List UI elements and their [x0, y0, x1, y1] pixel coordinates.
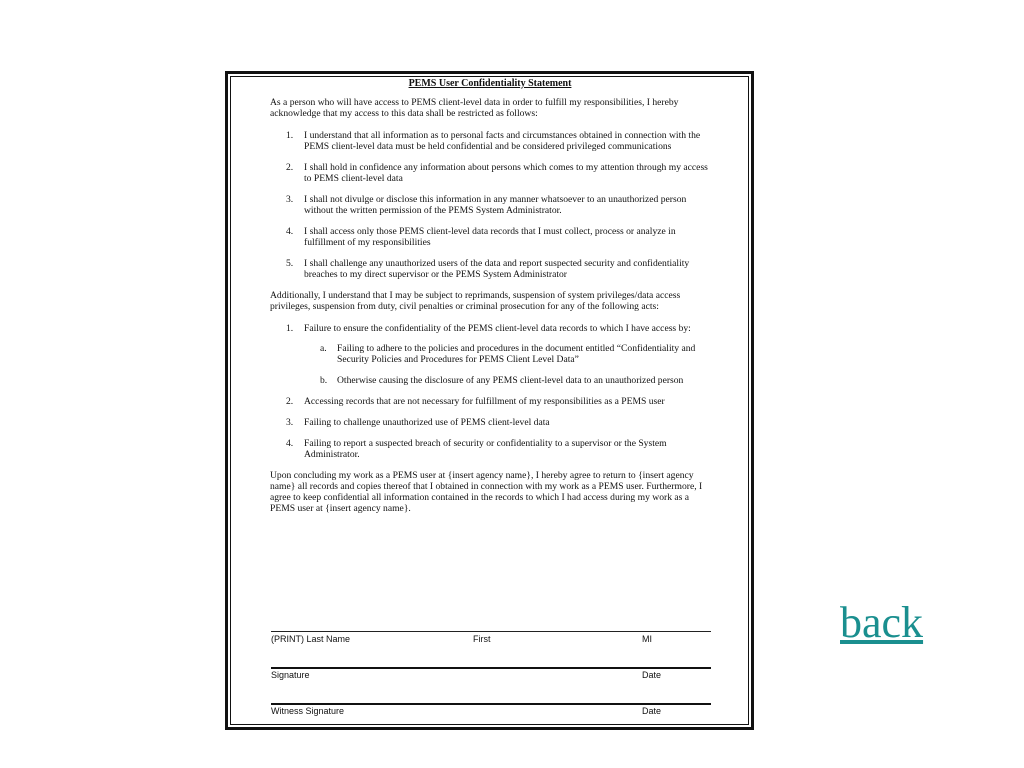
middle-initial-label: MI — [642, 634, 652, 644]
list-number: 2. — [286, 396, 294, 407]
acts-list — [270, 323, 710, 460]
list-item — [286, 417, 710, 428]
witness-signature-label: Witness Signature — [271, 706, 345, 716]
list-item-text: I shall not divulge or disclose this information in any manner whatsoever to an unauthorized person without the written permission of the PEMS System Administrator. — [304, 194, 687, 216]
list-item — [286, 323, 710, 386]
list-item — [286, 396, 710, 407]
list-item-text: I shall access only those PEMS client-level data records that I must collect, process or analyze in fulfillment of my responsibilities — [304, 226, 676, 248]
sub-list-item-text: Otherwise causing the disclosure of any PEMS client-level data to an unauthorized person — [337, 375, 684, 386]
list-item-text: I understand that all information as to personal facts and circumstances obtained in connection with the PEMS client-level data must be held confidential and be considered privileged communications — [304, 130, 701, 152]
document-image — [225, 71, 754, 730]
witness-date-label: Date — [642, 706, 662, 716]
sub-list-item-text: Failing to adhere to the policies and procedures in the document entitled “Confidentiality and Security Policies and Procedures for PEMS Client Level Data” — [337, 343, 696, 365]
witness-line — [271, 703, 711, 705]
document-body — [270, 78, 710, 525]
list-item-text: Failing to report a suspected breach of security or confidentiality to a supervisor or the System Administrator. — [304, 438, 667, 460]
list-number: 5. — [286, 258, 294, 269]
list-item-text: Failing to challenge unauthorized use of PEMS client-level data — [304, 417, 550, 428]
additional-paragraph: Additionally, I understand that I may be subject to reprimands, suspension of system privileges/data access privileges, suspension from duty, civil penalties or criminal prosecution for any of the following acts: — [270, 290, 681, 312]
conclusion-paragraph: Upon concluding my work as a PEMS user at {insert agency name}, I hereby agree to return to {insert agency name} all records and copies thereof that I obtained in connection with my work as a PEMS user. Furthermore, I agree to keep confidential all information contained in the records to which I had access during my work as a PEMS user at {insert agency name}. — [270, 470, 703, 514]
list-item — [286, 130, 710, 152]
list-item-text: Accessing records that are not necessary for fulfillment of my responsibilities as a PEMS user — [304, 396, 665, 407]
list-number: 1. — [286, 323, 294, 334]
sub-list-letter: b. — [320, 375, 328, 386]
list-item-body — [304, 323, 710, 386]
name-line — [271, 631, 711, 632]
first-name-label: First — [473, 634, 491, 644]
list-number: 2. — [286, 162, 294, 173]
list-item-text: I shall challenge any unauthorized users of the data and report suspected security and confidentiality breaches to my direct supervisor or the PEMS System Administrator — [304, 258, 690, 280]
list-item — [286, 162, 710, 184]
list-number: 3. — [286, 194, 294, 205]
signature-date-label: Date — [642, 670, 662, 680]
list-item — [286, 194, 710, 216]
sub-list-letter: a. — [320, 343, 327, 354]
list-number: 1. — [286, 130, 294, 141]
list-item — [286, 258, 710, 280]
list-number: 3. — [286, 417, 294, 428]
list-item — [286, 226, 710, 248]
intro-paragraph: As a person who will have access to PEMS client-level data in order to fulfill my responsibilities, I hereby acknowledge that my access to this data shall be restricted as follows: — [270, 97, 679, 119]
restrictions-list — [270, 130, 710, 280]
sub-list-item — [320, 343, 710, 365]
back-link[interactable]: back — [840, 598, 924, 647]
sub-list-item — [320, 375, 710, 386]
last-name-label: (PRINT) Last Name — [271, 634, 351, 644]
signature-line — [271, 667, 711, 669]
list-number: 4. — [286, 438, 294, 449]
list-item-text: I shall hold in confidence any information about persons which comes to my attention through my access to PEMS client-level data — [304, 162, 708, 184]
list-item-text: Failure to ensure the confidentiality of the PEMS client-level data records to which I have access by: — [304, 323, 691, 334]
sub-list — [304, 343, 710, 386]
signature-label: Signature — [271, 670, 310, 680]
document-title: PEMS User Confidentiality Statement — [408, 78, 572, 89]
list-item — [286, 438, 710, 460]
list-number: 4. — [286, 226, 294, 237]
